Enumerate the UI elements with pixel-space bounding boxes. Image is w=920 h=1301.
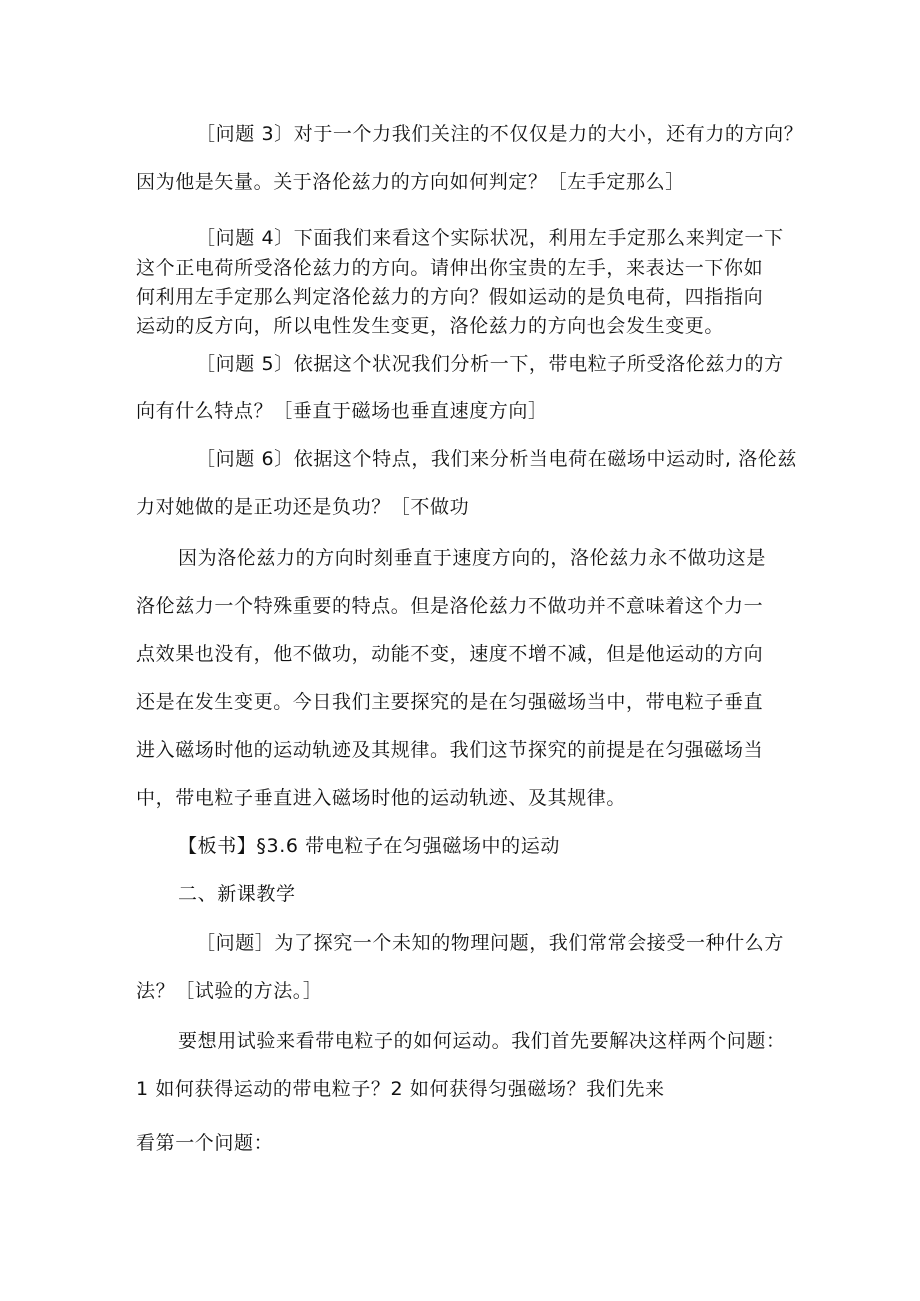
text-line: 洛伦兹力一个特殊重要的特点。但是洛伦兹力不做功并不意味着这个力一 — [136, 595, 764, 617]
text-line: ［问题 4〕下面我们来看这个实际状况，利用左手定那么来判定一下 — [196, 227, 784, 249]
text-line: 何利用左手定那么判定洛伦兹力的方向？假如运动的是负电荷，四指指向 — [136, 286, 764, 308]
text-line: 点效果也没有，他不做功，动能不变，速度不增不减，但是他运动的方向 — [136, 643, 764, 665]
text-line: ［问题 6〕依据这个特点，我们来分析当电荷在磁场中运动时, 洛伦兹 — [196, 448, 798, 470]
text-line: 法？［试验的方法。］ — [136, 980, 323, 1002]
text-line: 运动的反方向，所以电性发生变更，洛伦兹力的方向也会发生变更。 — [136, 315, 725, 337]
text-line: 要想用试验来看带电粒子的如何运动。我们首先要解决这样两个问题： — [178, 1030, 786, 1052]
text-line: 力对她做的是正功还是负功？［不做功 — [136, 496, 470, 518]
text-line: 中，带电粒子垂直进入磁场时他的运动轨迹、及其规律。 — [136, 787, 627, 809]
text-line: 看第一个问题： — [136, 1132, 274, 1154]
text-line: 因为他是矢量。关于洛伦兹力的方向如何判定？［左手定那么］ — [136, 171, 685, 193]
text-line: ［问题］为了探究一个未知的物理问题，我们常常会接受一种什么方 — [196, 932, 785, 954]
text-line: 还是在发生变更。今日我们主要探究的是在匀强磁场当中，带电粒子垂直 — [136, 691, 764, 713]
text-line: ［问题 3〕对于一个力我们关注的不仅仅是力的大小，还有力的方向？ — [196, 123, 804, 145]
text-line: 进入磁场时他的运动轨迹及其规律。我们这节探究的前提是在匀强磁场当 — [136, 739, 764, 761]
text-line: 向有什么特点？［垂直于磁场也垂直速度方向］ — [136, 400, 548, 422]
section-heading: 【板书】§3.6 带电粒子在匀强磁场中的运动 — [178, 835, 560, 857]
text-line: ［问题 5〕依据这个状况我们分析一下，带电粒子所受洛伦兹力的方 — [196, 353, 784, 375]
section-heading: 二、新课教学 — [178, 883, 296, 905]
text-line: 因为洛伦兹力的方向时刻垂直于速度方向的，洛伦兹力永不做功这是 — [178, 547, 767, 569]
text-line: 这个正电荷所受洛伦兹力的方向。请伸出你宝贵的左手，来表达一下你如 — [136, 257, 764, 279]
text-line: 1 如何获得运动的带电粒子？2 如何获得匀强磁场？我们先来 — [136, 1078, 665, 1100]
